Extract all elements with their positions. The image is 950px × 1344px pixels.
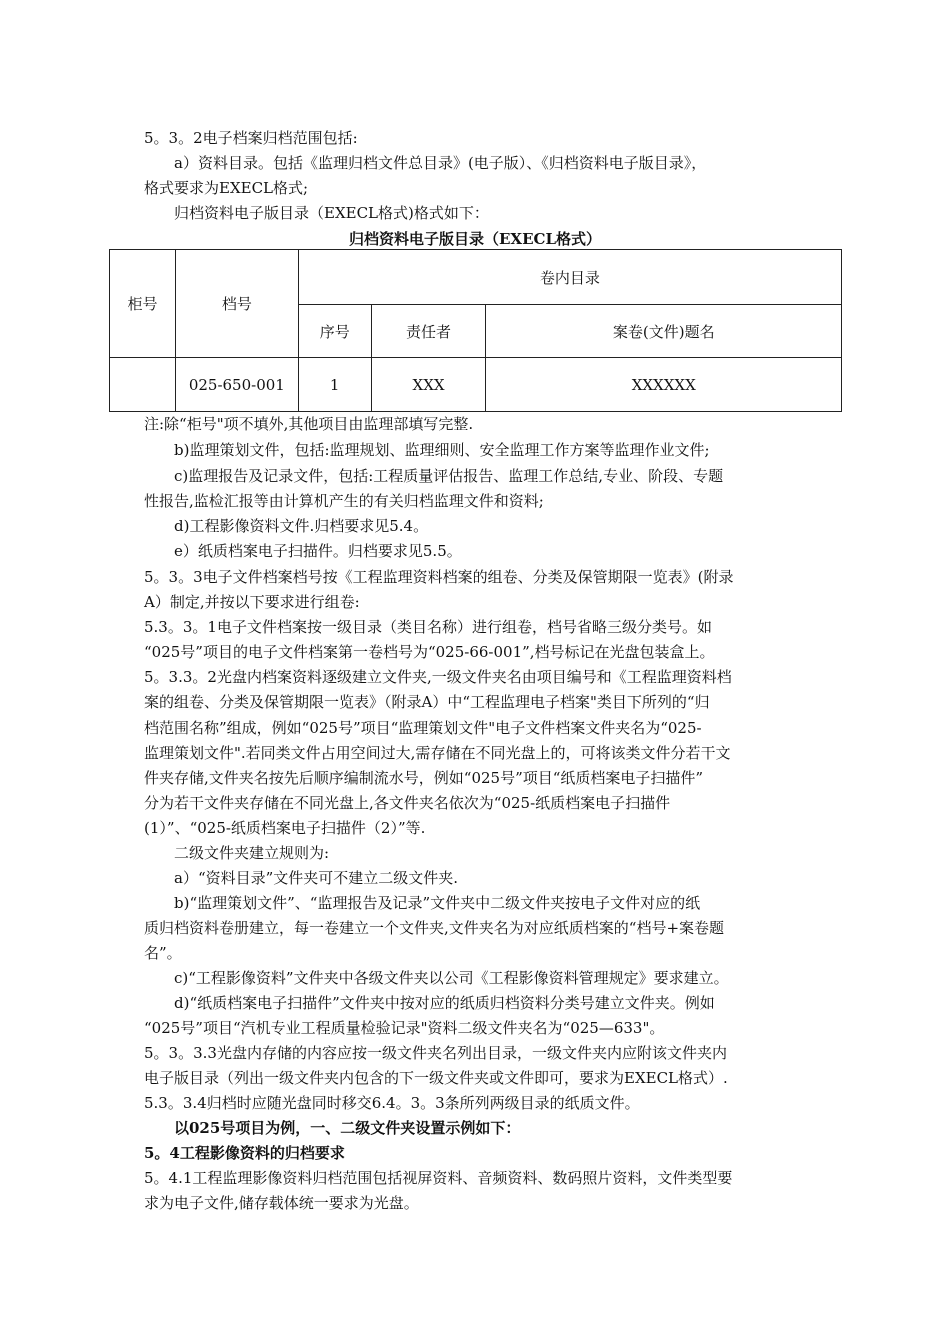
- section-5-3-3-2-line7: (1）”、“025-纸质档案电子扫描件（2）”等.: [144, 819, 426, 837]
- section-5-3-3-1-line1: 5.3。3。1电子文件档案按一级目录（类目名称）进行组卷，档号省略三级分类号。如: [144, 618, 712, 636]
- item-a-line1: a）资料目录。包括《监理归档文件总目录》(电子版）、《归档资料电子版目录》，: [174, 154, 707, 172]
- section-5-3-3-1-line2: “025号”项目的电子文件档案第一卷档号为“025-66-001”,档号标记在光盘包装盒上。: [144, 643, 715, 661]
- header-volume-contents: 卷内目录: [298, 250, 841, 305]
- header-responsible: 责任者: [371, 305, 486, 358]
- cell-seq: 1: [298, 358, 371, 412]
- item-b: b)监理策划文件，包括:监理规划、监理细则、安全监理工作方案等监理作业文件;: [174, 441, 710, 459]
- header-seq: 序号: [298, 305, 371, 358]
- section-5-3-3-2-line1: 5。3.3。2光盘内档案资料逐级建立文件夹,一级文件夹名由项目编号和《工程监理资料档: [144, 668, 732, 686]
- section-5-3-3-2-line2: 案的组卷、分类及保管期限一览表》（附录A）中“工程监理电子档案"类目下所列的“归: [144, 693, 710, 711]
- item-c-line1: c)监理报告及记录文件，包括:工程质量评估报告、监理工作总结,专业、阶段、专题: [174, 467, 724, 485]
- item-e: e）纸质档案电子扫描件。归档要求见5.5。: [174, 542, 462, 560]
- table-note: 注:除“柜号"项不填外,其他项目由监理部填写完整.: [144, 415, 474, 433]
- item-c-line2: 性报告,监检汇报等由计算机产生的有关归档监理文件和资料;: [144, 492, 544, 510]
- section-5-3-3-2-line4: 监理策划文件".若同类文件占用空间过大,需存储在不同光盘上的，可将该类文件分若干文: [144, 744, 731, 762]
- example-intro: 以025号项目为例，一、二级文件夹设置示例如下：: [174, 1119, 521, 1137]
- cell-file-title: XXXXXX: [486, 358, 842, 412]
- item-d: d)工程影像资料文件.归档要求见5.4。: [174, 517, 429, 535]
- section-5-4-1-line2: 求为电子文件,储存载体统一要求为光盘。: [144, 1194, 419, 1212]
- section-5-3-3-3-line2: 电子版目录（列出一级文件夹内包含的下一级文件夹或文件即可，要求为EXECL格式）.: [144, 1069, 728, 1087]
- rule-c: c)“工程影像资料”文件夹中各级文件夹以公司《工程影像资料管理规定》要求建立。: [174, 969, 729, 987]
- format-intro: 归档资料电子版目录（EXECL格式)格式如下：: [174, 204, 489, 222]
- cell-cabinet: [110, 358, 176, 412]
- section-5-3-3-line2: A）制定,并按以下要求进行组卷:: [144, 593, 360, 611]
- section-5-3-3-line1: 5。3。3电子文件档案档号按《工程监理资料档案的组卷、分类及保管期限一览表》(附录: [144, 568, 734, 586]
- section-5-4-1-line1: 5。4.1工程监理影像资料归档范围包括视屏资料、音频资料、数码照片资料，文件类型要: [144, 1169, 733, 1187]
- section-5-3-3-2-line6: 分为若干文件夹存储在不同光盘上,各文件夹名依次为“025-纸质档案电子扫描件: [144, 794, 671, 812]
- section-5-3-3-2-line3: 档范围名称”组成，例如“025号”项目“监理策划文件"电子文件档案文件夹名为“025-: [144, 719, 702, 737]
- heading-5-4: 5。4工程影像资料的归档要求: [144, 1144, 345, 1162]
- rule-d-line1: d)“纸质档案电子扫描件”文件夹中按对应的纸质归档资料分类号建立文件夹。例如: [174, 994, 715, 1012]
- catalog-table: [109, 249, 842, 412]
- cell-responsible: XXX: [371, 358, 486, 412]
- section-5-3-3-3-line1: 5。3。3.3光盘内存储的内容应按一级文件夹名列出目录，一级文件夹内应附该文件夹内: [144, 1044, 727, 1062]
- rules-intro: 二级文件夹建立规则为:: [174, 844, 330, 862]
- header-cabinet: 柜号: [110, 250, 176, 358]
- section-5-3-2: 5。3。2电子档案归档范围包括:: [144, 129, 358, 147]
- rule-d-line2: “025号”项目“汽机专业工程质量检验记录"资料二级文件夹名为“025—633"。: [144, 1019, 665, 1037]
- item-a-line2: 格式要求为EXECL格式;: [144, 179, 309, 197]
- cell-archive-no: 025-650-001: [175, 358, 298, 412]
- section-5-3-3-4: 5.3。3.4归档时应随光盘同时移交6.4。3。3条所列两级目录的纸质文件。: [144, 1094, 640, 1112]
- header-archive-no: 档号: [175, 250, 298, 358]
- rule-b-line1: b)“监理策划文件”、“监理报告及记录”文件夹中二级文件夹按电子文件对应的纸: [174, 894, 701, 912]
- section-5-3-3-2-line5: 件夹存储,文件夹名按先后顺序编制流水号，例如“025号”项目“纸质档案电子扫描件”: [144, 769, 704, 787]
- rule-b-line2: 质归档资料卷册建立，每一卷建立一个文件夹,文件夹名为对应纸质档案的“档号+案卷题: [144, 919, 725, 937]
- table-title: 归档资料电子版目录（EXECL格式）: [349, 230, 601, 248]
- rule-b-line3: 名”。: [144, 944, 182, 962]
- rule-a: a）“资料目录”文件夹可不建立二级文件夹.: [174, 869, 459, 887]
- header-file-title: 案卷(文件)题名: [486, 305, 842, 358]
